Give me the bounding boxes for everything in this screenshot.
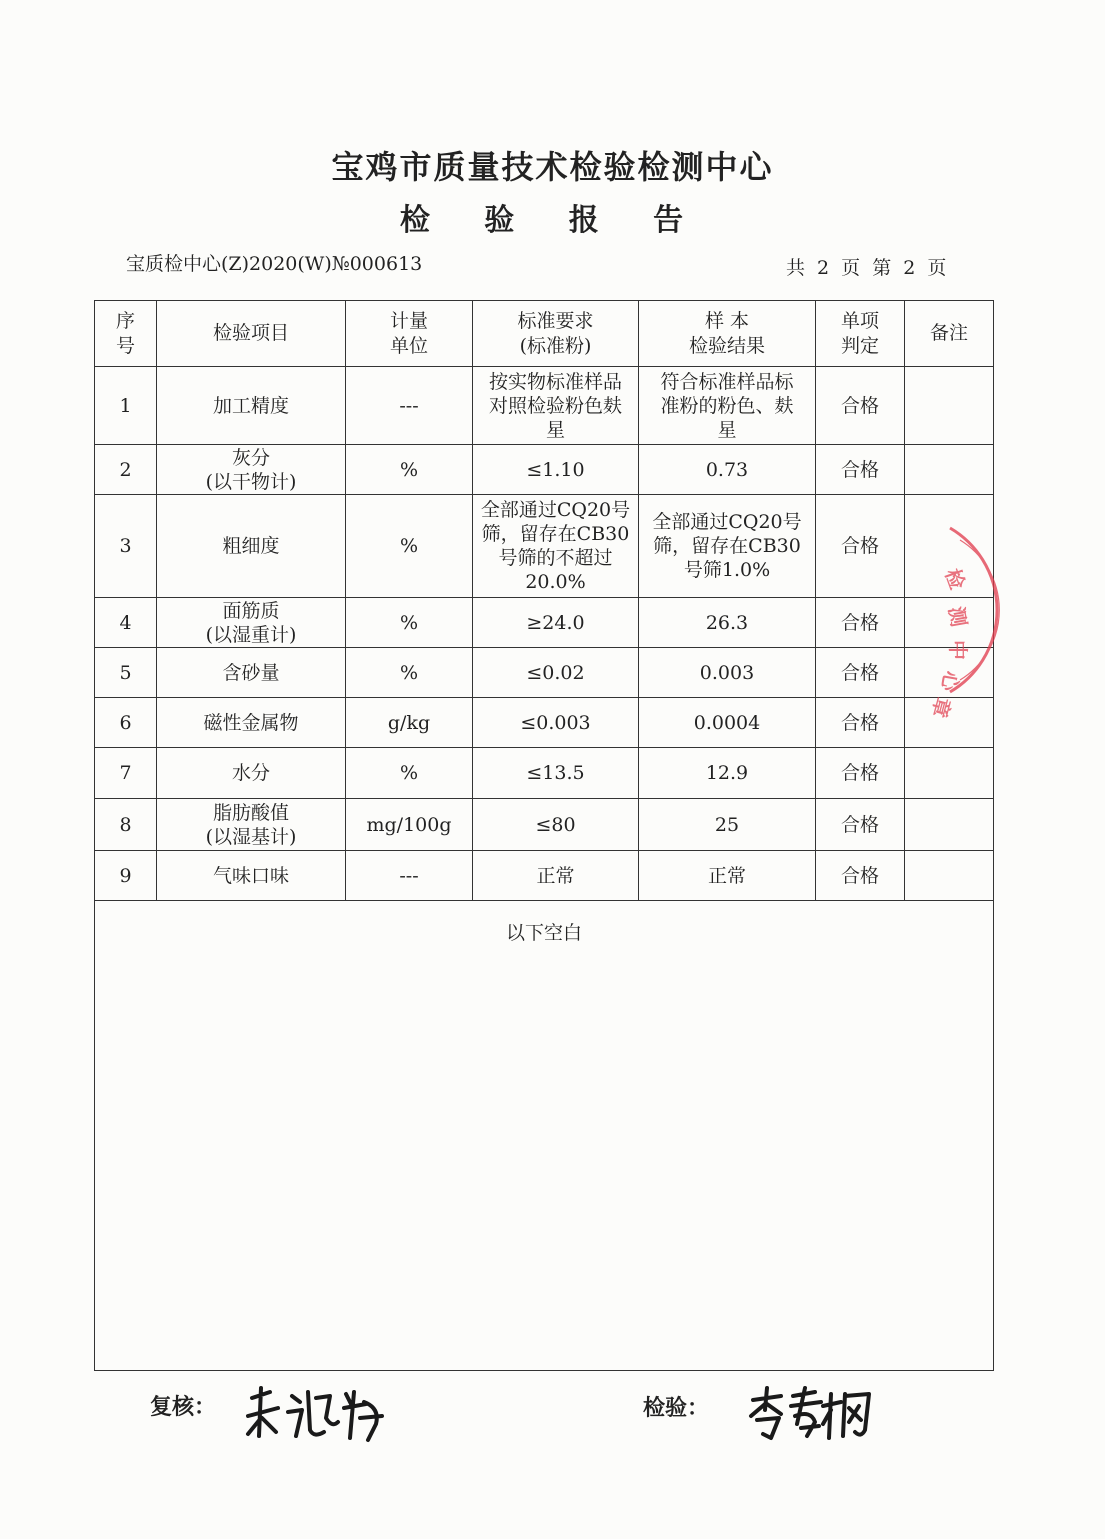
row-item: 磁性金属物: [157, 698, 346, 748]
inspector-label: 检验：: [643, 1396, 710, 1421]
row-standard: 全部通过CQ20号 筛，留存在CB30 号筛的不超过 20.0%: [473, 495, 639, 598]
row-standard: ≤80: [473, 799, 639, 851]
row-no: 3: [95, 495, 157, 598]
table-row: [95, 851, 994, 901]
row-result: 全部通过CQ20号 筛，留存在CB30 号筛1.0%: [639, 495, 816, 598]
row-result: 符合标准样品标 准粉的粉色、麸 星: [639, 367, 816, 445]
row-standard: ≤0.02: [473, 648, 639, 698]
row-standard: ≤0.003: [473, 698, 639, 748]
row-unit: mg/100g: [346, 799, 473, 851]
table-row: [95, 367, 994, 445]
row-result: 正常: [639, 851, 816, 901]
row-no: 5: [95, 648, 157, 698]
row-unit: %: [346, 598, 473, 648]
row-remark: [905, 851, 994, 901]
reviewer-label: 复核：: [150, 1395, 217, 1420]
row-judgement: 合格: [816, 648, 905, 698]
table-row: [95, 495, 994, 598]
row-unit: %: [346, 445, 473, 495]
table-row: [95, 799, 994, 851]
row-judgement: 合格: [816, 748, 905, 799]
row-remark: [905, 445, 994, 495]
table-header-row: [95, 301, 994, 367]
row-no: 8: [95, 799, 157, 851]
row-standard: 按实物标准样品 对照检验粉色麸 星: [473, 367, 639, 445]
row-result: 0.0004: [639, 698, 816, 748]
table-row: [95, 648, 994, 698]
row-result: 25: [639, 799, 816, 851]
row-unit: %: [346, 648, 473, 698]
inspection-table: [94, 300, 994, 1371]
row-item: 灰分 (以干物计): [157, 445, 346, 495]
row-judgement: 合格: [816, 598, 905, 648]
row-standard: ≤1.10: [473, 445, 639, 495]
row-no: 7: [95, 748, 157, 799]
row-judgement: 合格: [816, 698, 905, 748]
row-unit: %: [346, 495, 473, 598]
inspector-signature: [745, 1380, 880, 1445]
row-unit: ---: [346, 851, 473, 901]
row-standard: ≤13.5: [473, 748, 639, 799]
svg-text:检: 检: [940, 565, 970, 593]
svg-text:中: 中: [946, 640, 970, 660]
table-row: [95, 445, 994, 495]
blank-row: [95, 901, 994, 1371]
header-no: 序 号: [95, 301, 157, 367]
row-no: 2: [95, 445, 157, 495]
header-standard: 标准要求 (标准粉): [473, 301, 639, 367]
row-result: 0.003: [639, 648, 816, 698]
header-result: 样 本 检验结果: [639, 301, 816, 367]
page-info: 共 2 页 第 2 页: [786, 257, 947, 279]
row-item: 粗细度: [157, 495, 346, 598]
row-no: 4: [95, 598, 157, 648]
report-number: 宝质检中心(Z)2020(W)№000613: [126, 253, 423, 275]
header-unit: 计量 单位: [346, 301, 473, 367]
row-judgement: 合格: [816, 799, 905, 851]
row-remark: [905, 748, 994, 799]
row-remark: [905, 799, 994, 851]
svg-text:心: 心: [936, 669, 964, 693]
organization-title: 宝鸡市质量技术检验检测中心: [331, 148, 774, 186]
row-judgement: 合格: [816, 495, 905, 598]
header-remark: 备注: [905, 301, 994, 367]
row-judgement: 合格: [816, 851, 905, 901]
inspection-seal-stamp: [915, 520, 1035, 721]
document-title: 检 验 报 告: [399, 203, 706, 238]
row-item: 含砂量: [157, 648, 346, 698]
row-remark: [905, 367, 994, 445]
row-unit: %: [346, 748, 473, 799]
row-unit: g/kg: [346, 698, 473, 748]
row-result: 0.73: [639, 445, 816, 495]
table-row: [95, 598, 994, 648]
row-item: 气味口味: [157, 851, 346, 901]
header-item: 检验项目: [157, 301, 346, 367]
row-no: 1: [95, 367, 157, 445]
row-judgement: 合格: [816, 445, 905, 495]
row-item: 脂肪酸值 (以湿基计): [157, 799, 346, 851]
row-judgement: 合格: [816, 367, 905, 445]
row-no: 6: [95, 698, 157, 748]
reviewer-signature: [240, 1378, 390, 1448]
row-standard: ≥24.0: [473, 598, 639, 648]
table-row: [95, 698, 994, 748]
blank-note: 以下空白: [95, 901, 994, 1371]
row-standard: 正常: [473, 851, 639, 901]
row-item: 水分: [157, 748, 346, 799]
svg-text:章: 章: [926, 694, 956, 721]
row-result: 26.3: [639, 598, 816, 648]
row-item: 面筋质 (以湿重计): [157, 598, 346, 648]
row-no: 9: [95, 851, 157, 901]
svg-text:测: 测: [944, 604, 972, 629]
row-result: 12.9: [639, 748, 816, 799]
row-unit: ---: [346, 367, 473, 445]
table-row: [95, 748, 994, 799]
row-item: 加工精度: [157, 367, 346, 445]
header-judgement: 单项 判定: [816, 301, 905, 367]
